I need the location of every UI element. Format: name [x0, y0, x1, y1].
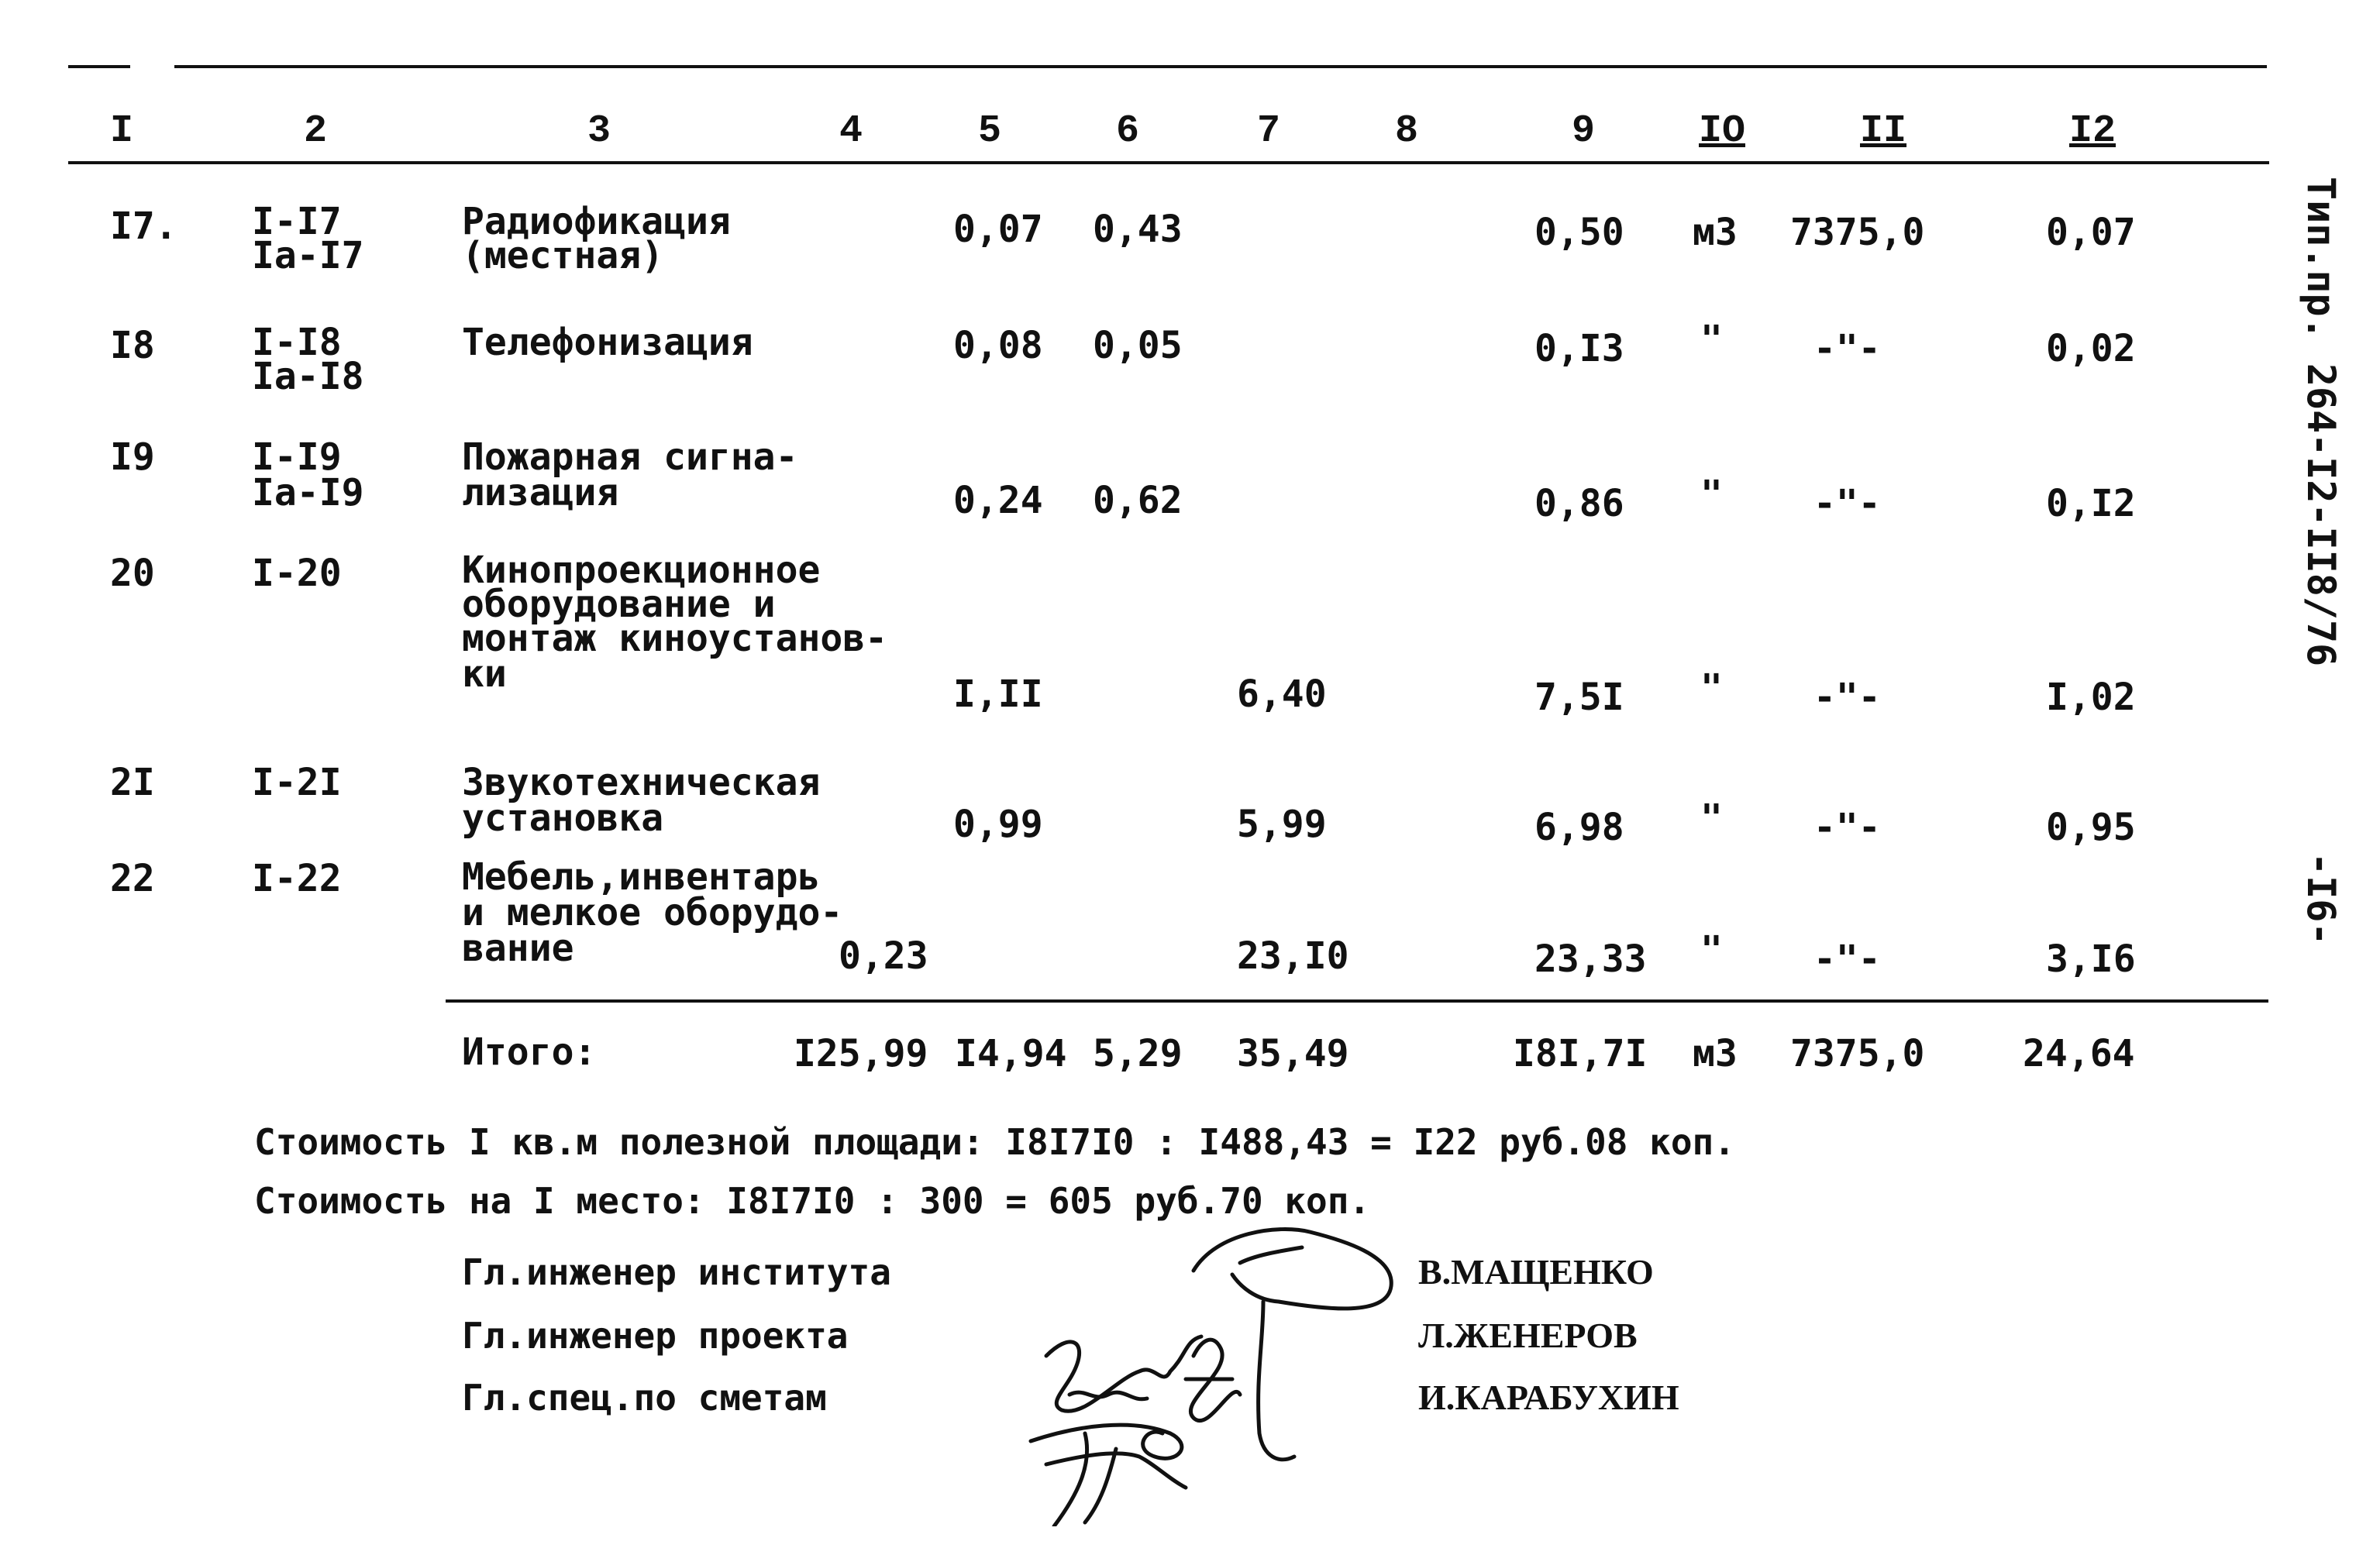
row-name: Мебель,инвентарь — [462, 855, 821, 899]
cell-col11: -"- — [1813, 482, 1881, 525]
signature-name: В.МАЩЕНКО — [1418, 1252, 1654, 1292]
total-col6: 5,29 — [1093, 1032, 1183, 1075]
signature-title: Гл.спец.по сметам — [462, 1377, 827, 1419]
cell-col12: 0,95 — [2046, 806, 2136, 849]
cell-col12: 0,02 — [2046, 327, 2136, 370]
row-number: I8 — [110, 324, 155, 367]
cell-col12: 3,I6 — [2046, 937, 2136, 981]
row-number: 20 — [110, 552, 155, 595]
cell-unit: " — [1700, 473, 1723, 516]
col-header-7: 7 — [1257, 109, 1281, 153]
cell-col4: 0,23 — [839, 934, 928, 978]
signature-name: И.КАРАБУХИН — [1418, 1378, 1679, 1417]
cell-col9: 0,50 — [1534, 211, 1624, 254]
col-header-4: 4 — [839, 109, 863, 153]
cell-col7: 5,99 — [1237, 803, 1327, 846]
row-code: I-I7 — [252, 200, 342, 243]
col-header-5: 5 — [978, 109, 1002, 153]
cell-col5: 0,08 — [953, 324, 1043, 367]
total-label: Итого: — [462, 1030, 597, 1074]
cell-col9: 7,5I — [1534, 676, 1624, 719]
col-header-8: 8 — [1395, 109, 1419, 153]
col-header-2: 2 — [304, 109, 328, 153]
cell-col5: 0,99 — [953, 803, 1043, 846]
row-number: 2I — [110, 761, 155, 804]
cell-col11: 7375,0 — [1790, 211, 1925, 254]
cell-col6: 0,62 — [1093, 479, 1183, 522]
row-code: I-20 — [252, 552, 342, 595]
row-number: 22 — [110, 857, 155, 900]
col-header-3: 3 — [587, 109, 611, 153]
row-code: Ia-I8 — [252, 355, 364, 398]
cell-col11: -"- — [1813, 676, 1881, 719]
row-code: Ia-I7 — [252, 234, 364, 277]
row-number: I7. — [110, 205, 177, 248]
col-header-9: 9 — [1572, 109, 1596, 153]
cost-per-seat-note: Стоимость на I место: I8I7I0 : 300 = 605 руб.70 коп. — [254, 1180, 1371, 1222]
top-rule-short — [68, 65, 130, 68]
row-name: монтаж киноустанов- — [462, 617, 888, 660]
row-name: (местная) — [462, 234, 664, 277]
total-col7: 35,49 — [1237, 1032, 1349, 1075]
cell-col5: 0,24 — [953, 479, 1043, 522]
cell-col11: -"- — [1813, 937, 1881, 981]
cell-col9: 6,98 — [1534, 806, 1624, 849]
page-number: -I6- — [2299, 852, 2344, 946]
cell-col9: 0,I3 — [1534, 327, 1624, 370]
row-name: установка — [462, 796, 664, 840]
total-col12: 24,64 — [2023, 1032, 2135, 1075]
row-name: Звукотехническая — [462, 761, 821, 804]
header-rule — [68, 161, 2269, 164]
row-name: оборудование и — [462, 583, 776, 626]
row-code: I-2I — [252, 761, 342, 804]
cell-col12: I,02 — [2046, 676, 2136, 719]
row-name: Радиофикация — [462, 200, 731, 243]
total-unit: м3 — [1693, 1032, 1738, 1075]
cell-unit: " — [1700, 318, 1723, 361]
signature-title: Гл.инженер института — [462, 1251, 891, 1293]
cell-col9: 23,33 — [1534, 937, 1647, 981]
cost-per-sqm-note: Стоимость I кв.м полезной площади: I8I7I0 : I488,43 = I22 руб.08 коп. — [254, 1121, 1735, 1163]
col-header-10: IO — [1699, 109, 1746, 153]
row-code: Ia-I9 — [252, 471, 364, 514]
total-rule — [446, 999, 2268, 1003]
col-header-11: II — [1860, 109, 1907, 153]
row-name: лизация — [462, 471, 619, 514]
cell-col11: -"- — [1813, 806, 1881, 849]
cell-unit: " — [1700, 928, 1723, 972]
cell-col6: 0,43 — [1093, 208, 1183, 251]
cell-col7: 23,I0 — [1237, 934, 1349, 978]
cell-col6: 0,05 — [1093, 324, 1183, 367]
cell-col5: I,II — [953, 673, 1043, 716]
row-name: Телефонизация — [462, 321, 753, 364]
row-code: I-22 — [252, 857, 342, 900]
total-col11: 7375,0 — [1790, 1032, 1925, 1075]
total-col9: I8I,7I — [1513, 1032, 1648, 1075]
row-name: и мелкое оборудо- — [462, 891, 843, 934]
row-name: ки — [462, 652, 507, 696]
total-col5: I4,94 — [955, 1032, 1067, 1075]
cell-unit: м3 — [1693, 211, 1738, 254]
cell-col11: -"- — [1813, 327, 1881, 370]
cell-unit: " — [1700, 666, 1723, 710]
side-document-code: Тип.пр. 264-I2-II8/76 — [2299, 177, 2344, 667]
top-rule — [174, 65, 2267, 68]
signature-name: Л.ЖЕНЕРОВ — [1418, 1316, 1638, 1355]
handwritten-signature — [1000, 1201, 1418, 1526]
row-code: I-I8 — [252, 321, 342, 364]
col-header-12: I2 — [2069, 109, 2117, 153]
row-number: I9 — [110, 435, 155, 479]
signature-title: Гл.инженер проекта — [462, 1315, 849, 1357]
row-name: Пожарная сигна- — [462, 435, 798, 479]
row-name: вание — [462, 927, 574, 970]
col-header-6: 6 — [1116, 109, 1140, 153]
col-header-1: I — [110, 109, 134, 153]
row-code: I-I9 — [252, 435, 342, 479]
cell-unit: " — [1700, 796, 1723, 840]
row-name: Кинопроекционное — [462, 549, 821, 592]
total-col4: I25,99 — [794, 1032, 928, 1075]
cell-col7: 6,40 — [1237, 673, 1327, 716]
cell-col9: 0,86 — [1534, 482, 1624, 525]
cell-col5: 0,07 — [953, 208, 1043, 251]
cell-col12: 0,07 — [2046, 211, 2136, 254]
cell-col12: 0,I2 — [2046, 482, 2136, 525]
